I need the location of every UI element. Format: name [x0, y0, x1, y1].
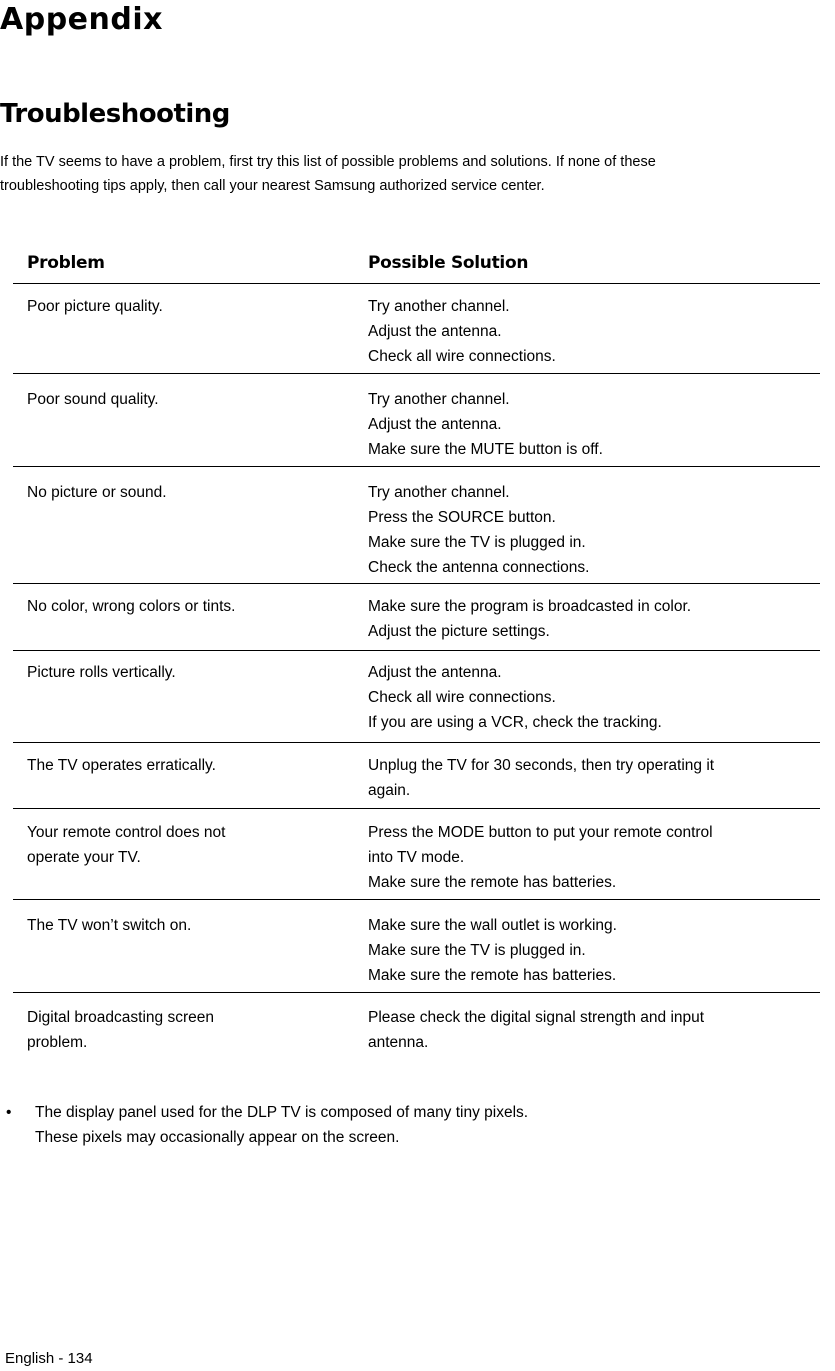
solution-line: Unplug the TV for 30 seconds, then try operating it — [368, 757, 715, 774]
problem-text: problem. — [27, 1034, 88, 1051]
solution-line: If you are using a VCR, check the tracking. — [368, 714, 662, 731]
intro-paragraph — [0, 150, 835, 198]
row-divider — [13, 742, 820, 743]
solution-line: Make sure the TV is plugged in. — [368, 534, 586, 551]
problem-cell — [27, 820, 347, 870]
solution-line: Press the MODE button to put your remote control — [368, 824, 713, 841]
solution-cell — [368, 594, 808, 644]
problem-cell — [27, 660, 347, 685]
header-divider — [13, 283, 820, 284]
column-header-problem: Problem — [27, 253, 105, 273]
solution-cell — [368, 660, 808, 735]
solution-line: Press the SOURCE button. — [368, 509, 556, 526]
problem-text: Poor picture quality. — [27, 298, 163, 315]
solution-line: Adjust the antenna. — [368, 416, 502, 433]
solution-cell — [368, 1005, 808, 1055]
solution-cell — [368, 294, 808, 369]
solution-line: Make sure the TV is plugged in. — [368, 942, 586, 959]
problem-cell — [27, 294, 347, 319]
note-text — [35, 1100, 528, 1150]
solution-line: Make sure the wall outlet is working. — [368, 917, 617, 934]
solution-cell — [368, 820, 808, 895]
row-divider — [13, 992, 820, 993]
problem-cell — [27, 387, 347, 412]
solution-line: Make sure the program is broadcasted in color. — [368, 598, 692, 615]
intro-line: troubleshooting tips apply, then call your nearest Samsung authorized service center. — [0, 178, 545, 194]
solution-line: Check all wire connections. — [368, 348, 556, 365]
row-divider — [13, 808, 820, 809]
solution-line: Try another channel. — [368, 298, 510, 315]
problem-cell — [27, 913, 347, 938]
note-line: The display panel used for the DLP TV is composed of many tiny pixels. — [35, 1104, 529, 1121]
solution-cell — [368, 480, 808, 580]
problem-text: No picture or sound. — [27, 484, 167, 501]
solution-line: antenna. — [368, 1034, 429, 1051]
problem-text: Digital broadcasting screen — [27, 1009, 214, 1026]
problem-text: Picture rolls vertically. — [27, 664, 176, 681]
solution-line: Please check the digital signal strength and input — [368, 1009, 705, 1026]
row-divider — [13, 650, 820, 651]
solution-cell — [368, 753, 808, 803]
row-divider — [13, 373, 820, 374]
solution-line: Make sure the MUTE button is off. — [368, 441, 603, 458]
solution-line: Try another channel. — [368, 391, 510, 408]
problem-cell — [27, 480, 347, 505]
problem-text: The TV operates erratically. — [27, 757, 216, 774]
row-divider — [13, 466, 820, 467]
problem-cell — [27, 753, 347, 778]
intro-line: If the TV seems to have a problem, first try this list of possible problems and solutions. If none of these — [0, 154, 656, 170]
solution-line: Check all wire connections. — [368, 689, 556, 706]
solution-line: Make sure the remote has batteries. — [368, 874, 617, 891]
page-number: English - 134 — [5, 1350, 93, 1367]
bullet-icon: • — [6, 1104, 12, 1121]
solution-line: Try another channel. — [368, 484, 510, 501]
problem-text: Your remote control does not — [27, 824, 226, 841]
row-divider — [13, 899, 820, 900]
solution-line: into TV mode. — [368, 849, 465, 866]
solution-cell — [368, 913, 808, 988]
solution-line: again. — [368, 782, 411, 799]
solution-line: Adjust the antenna. — [368, 664, 502, 681]
column-header-solution: Possible Solution — [368, 253, 529, 273]
problem-cell — [27, 1005, 347, 1055]
solution-cell — [368, 387, 808, 462]
problem-text: operate your TV. — [27, 849, 141, 866]
problem-text: Poor sound quality. — [27, 391, 159, 408]
problem-text: No color, wrong colors or tints. — [27, 598, 236, 615]
solution-line: Check the antenna connections. — [368, 559, 590, 576]
appendix-title: Appendix — [0, 2, 163, 37]
solution-line: Adjust the picture settings. — [368, 623, 550, 640]
solution-line: Make sure the remote has batteries. — [368, 967, 617, 984]
problem-text: The TV won’t switch on. — [27, 917, 192, 934]
problem-cell — [27, 594, 347, 619]
section-title: Troubleshooting — [0, 99, 230, 129]
solution-line: Adjust the antenna. — [368, 323, 502, 340]
note-line: These pixels may occasionally appear on the screen. — [35, 1129, 400, 1146]
row-divider — [13, 583, 820, 584]
